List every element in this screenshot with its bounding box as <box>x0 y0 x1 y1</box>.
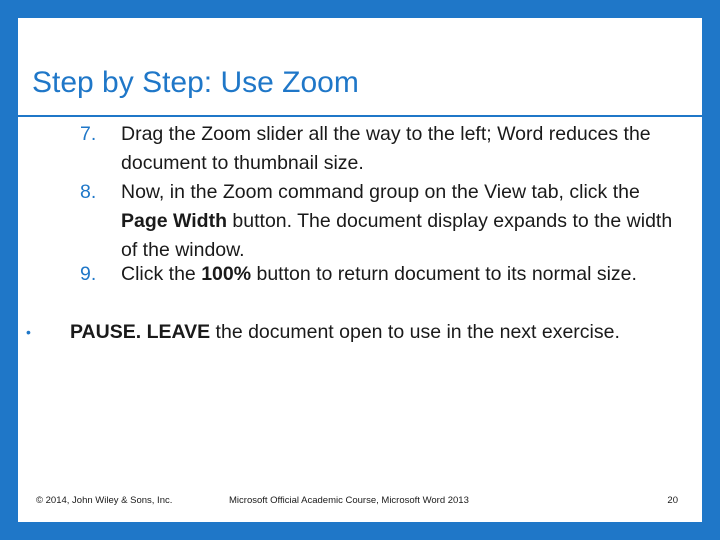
title-divider <box>18 115 702 117</box>
step-number: 8. <box>80 181 97 203</box>
slide <box>18 18 702 522</box>
page-number: 20 <box>667 495 678 506</box>
step-number: 7. <box>80 123 97 145</box>
bullet-text: PAUSE. LEAVE the document open to use in the next exercise. <box>70 321 620 343</box>
footer-course: Microsoft Official Academic Course, Microsoft Word 2013 <box>229 495 469 506</box>
footer-copyright: © 2014, John Wiley & Sons, Inc. <box>36 495 173 506</box>
step-text: Drag the Zoom slider all the way to the left; Word reduces the document to thumbnail size. <box>121 123 651 174</box>
step-text: Click the 100% button to return document to its normal size. <box>121 263 637 285</box>
page-width-label: Page Width <box>121 210 227 232</box>
bullet-icon: • <box>26 324 31 340</box>
slide-title: Step by Step: Use Zoom <box>32 66 359 99</box>
step-text: Now, in the Zoom command group on the View tab, click the Page Width button. The document display expands to the width of the window. <box>121 181 673 261</box>
step-number: 9. <box>80 263 97 285</box>
zoom-100-label: 100% <box>201 263 252 285</box>
